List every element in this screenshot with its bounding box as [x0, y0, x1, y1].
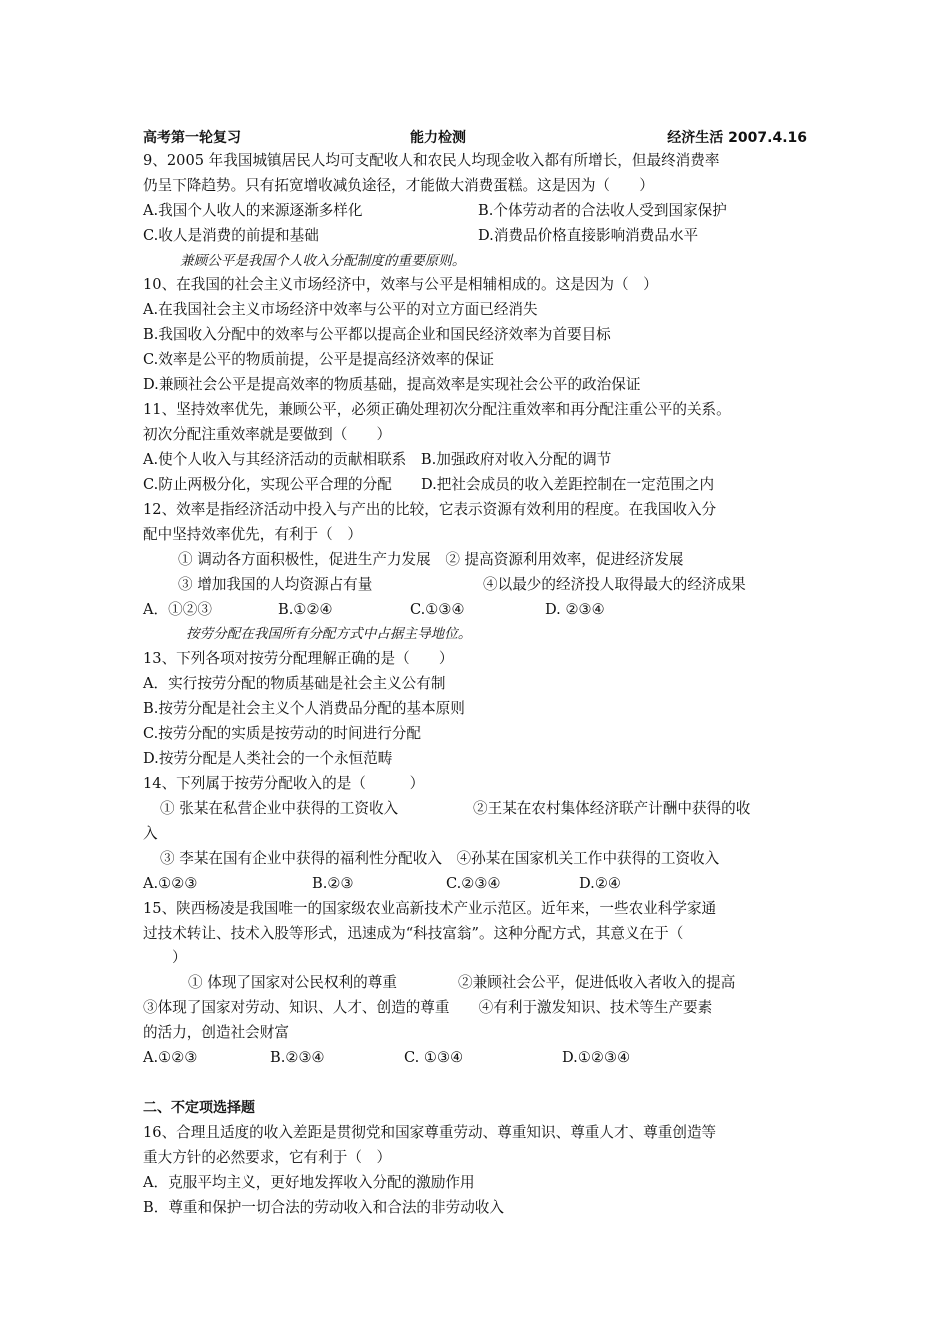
q12-item-4: ④以最少的经济投人取得最大的经济成果	[483, 576, 746, 593]
q15-item-4-wrap: 的活力，创造社会财富	[143, 1024, 289, 1041]
q14-option-c: C.②③④	[446, 875, 501, 892]
q15-stem-line1: 15、陕西杨凌是我国唯一的国家级农业高新技术产业示范区。近年来，一些农业科学家通	[143, 900, 717, 917]
q9-option-d: D.消费品价格直接影响消费品水平	[478, 227, 699, 244]
q12-option-d: D. ②③④	[545, 601, 605, 618]
q13-option-b: B.按劳分配是社会主义个人消费品分配的基本原则	[143, 700, 465, 717]
q10-stem: 10、在我国的社会主义市场经济中，效率与公平是相辅相成的。这是因为（ ）	[143, 276, 658, 293]
q15-stem-line2: 过技术转让、技术入股等形式，迅速成为“科技富翁”。这种分配方式，其意义在于（	[143, 925, 684, 942]
q9-stem-line1: 9、2005 年我国城镇居民人均可支配收人和农民人均现金收入都有所增长，但最终消费率	[143, 152, 720, 169]
q15-item-1: ① 体现了国家对公民权利的尊重	[188, 974, 397, 991]
page-header	[143, 127, 807, 149]
q13-stem: 13、下列各项对按劳分配理解正确的是（ ）	[143, 650, 454, 667]
q14-item-2-wrap: 入	[143, 825, 158, 842]
q14-option-a: A.①②③	[143, 875, 198, 892]
q15-item-2: ②兼顾社会公平，促进低收入者收入的提高	[458, 974, 736, 991]
q10-option-d: D.兼顾社会公平是提高效率的物质基础，提高效率是实现社会公平的政治保证	[143, 376, 641, 393]
q15-option-b: B.②③④	[270, 1049, 325, 1066]
q10-option-c: C.效率是公平的物质前提，公平是提高经济效率的保证	[143, 351, 494, 368]
q9-stem-line2: 仍呈下降趋势。只有拓宽增收减负途径，才能做大消费蛋糕。这是因为（ ）	[143, 177, 654, 194]
note-fairness: 兼顾公平是我国个人收入分配制度的重要原则。	[180, 253, 466, 269]
q16-stem-line1: 16、合理且适度的收入差距是贯彻党和国家尊重劳动、尊重知识、尊重人才、尊重创造等	[143, 1124, 717, 1141]
q16-stem-line2: 重大方针的必然要求，它有利于（ ）	[143, 1149, 392, 1166]
q9-option-b: B.个体劳动者的合法收人受到国家保护	[478, 202, 727, 219]
q12-option-b: B.①②④	[278, 601, 333, 618]
q9-option-a: A.我国个人收人的来源逐渐多样化	[143, 202, 363, 219]
q12-items-12: ① 调动各方面积极性，促进生产力发展 ② 提高资源利用效率，促进经济发展	[178, 551, 684, 568]
header-center: 能力检测	[410, 130, 466, 146]
q12-option-a: A．①②③	[143, 601, 212, 618]
q15-option-a: A.①②③	[143, 1049, 198, 1066]
q13-option-c: C.按劳分配的实质是按劳动的时间进行分配	[143, 725, 421, 742]
q14-item-1: ① 张某在私营企业中获得的工资收入	[160, 800, 399, 817]
q16-option-a: A．克服平均主义，更好地发挥收入分配的激励作用	[143, 1174, 475, 1191]
q15-option-c: C. ①③④	[404, 1049, 464, 1066]
q12-item-3: ③ 增加我国的人均资源占有量	[178, 576, 373, 593]
q14-items-34: ③ 李某在国有企业中获得的福利性分配收入 ④孙某在国家机关工作中获得的工资收入	[160, 850, 720, 867]
q9-option-c: C.收人是消费的前提和基础	[143, 227, 319, 244]
q12-option-c: C.①③④	[410, 601, 465, 618]
q15-items-34: ③体现了国家对劳动、知识、人才、创造的尊重 ④有利于激发知识、技术等生产要素	[143, 999, 713, 1016]
q13-option-a: A．实行按劳分配的物质基础是社会主义公有制	[143, 675, 446, 692]
q12-stem-line1: 12、效率是指经济活动中投入与产出的比较，它表示资源有效利用的程度。在我国收入分	[143, 501, 717, 518]
q11-options-cd: C.防止两极分化，实现公平合理的分配 D.把社会成员的收入差距控制在一定范围之内	[143, 476, 715, 493]
q11-stem-line1: 11、坚持效率优先，兼顾公平，必须正确处理初次分配注重效率和再分配注重公平的关系。	[143, 401, 731, 418]
q10-option-b: B.我国收入分配中的效率与公平都以提高企业和国民经济效率为首要目标	[143, 326, 611, 343]
q14-option-b: B.②③	[312, 875, 354, 892]
q14-option-d: D.②④	[579, 875, 621, 892]
q11-stem-line2: 初次分配注重效率就是要做到（ ）	[143, 426, 392, 443]
header-right: 经济生活 2007.4.16	[667, 130, 807, 146]
section-title-multiple-choice: 二、不定项选择题	[143, 1100, 255, 1116]
q11-options-ab: A.使个人收入与其经济活动的贡献相联系 B.加强政府对收入分配的调节	[143, 451, 612, 468]
q16-option-b: B．尊重和保护一切合法的劳动收入和合法的非劳动收入	[143, 1199, 504, 1216]
q15-stem-line3: ）	[172, 949, 187, 966]
q13-option-d: D.按劳分配是人类社会的一个永恒范畴	[143, 750, 393, 767]
note-distribution-by-work: 按劳分配在我国所有分配方式中占据主导地位。	[186, 626, 472, 642]
q14-stem: 14、下列属于按劳分配收入的是（ ）	[143, 775, 425, 792]
q14-item-2: ②王某在农村集体经济联产计酬中获得的收	[473, 800, 751, 817]
q15-option-d: D.①②③④	[562, 1049, 631, 1066]
header-left: 高考第一轮复习	[143, 130, 241, 146]
q12-stem-line2: 配中坚持效率优先，有利于（ ）	[143, 526, 362, 543]
q10-option-a: A.在我国社会主义市场经济中效率与公平的对立方面已经消失	[143, 301, 538, 318]
